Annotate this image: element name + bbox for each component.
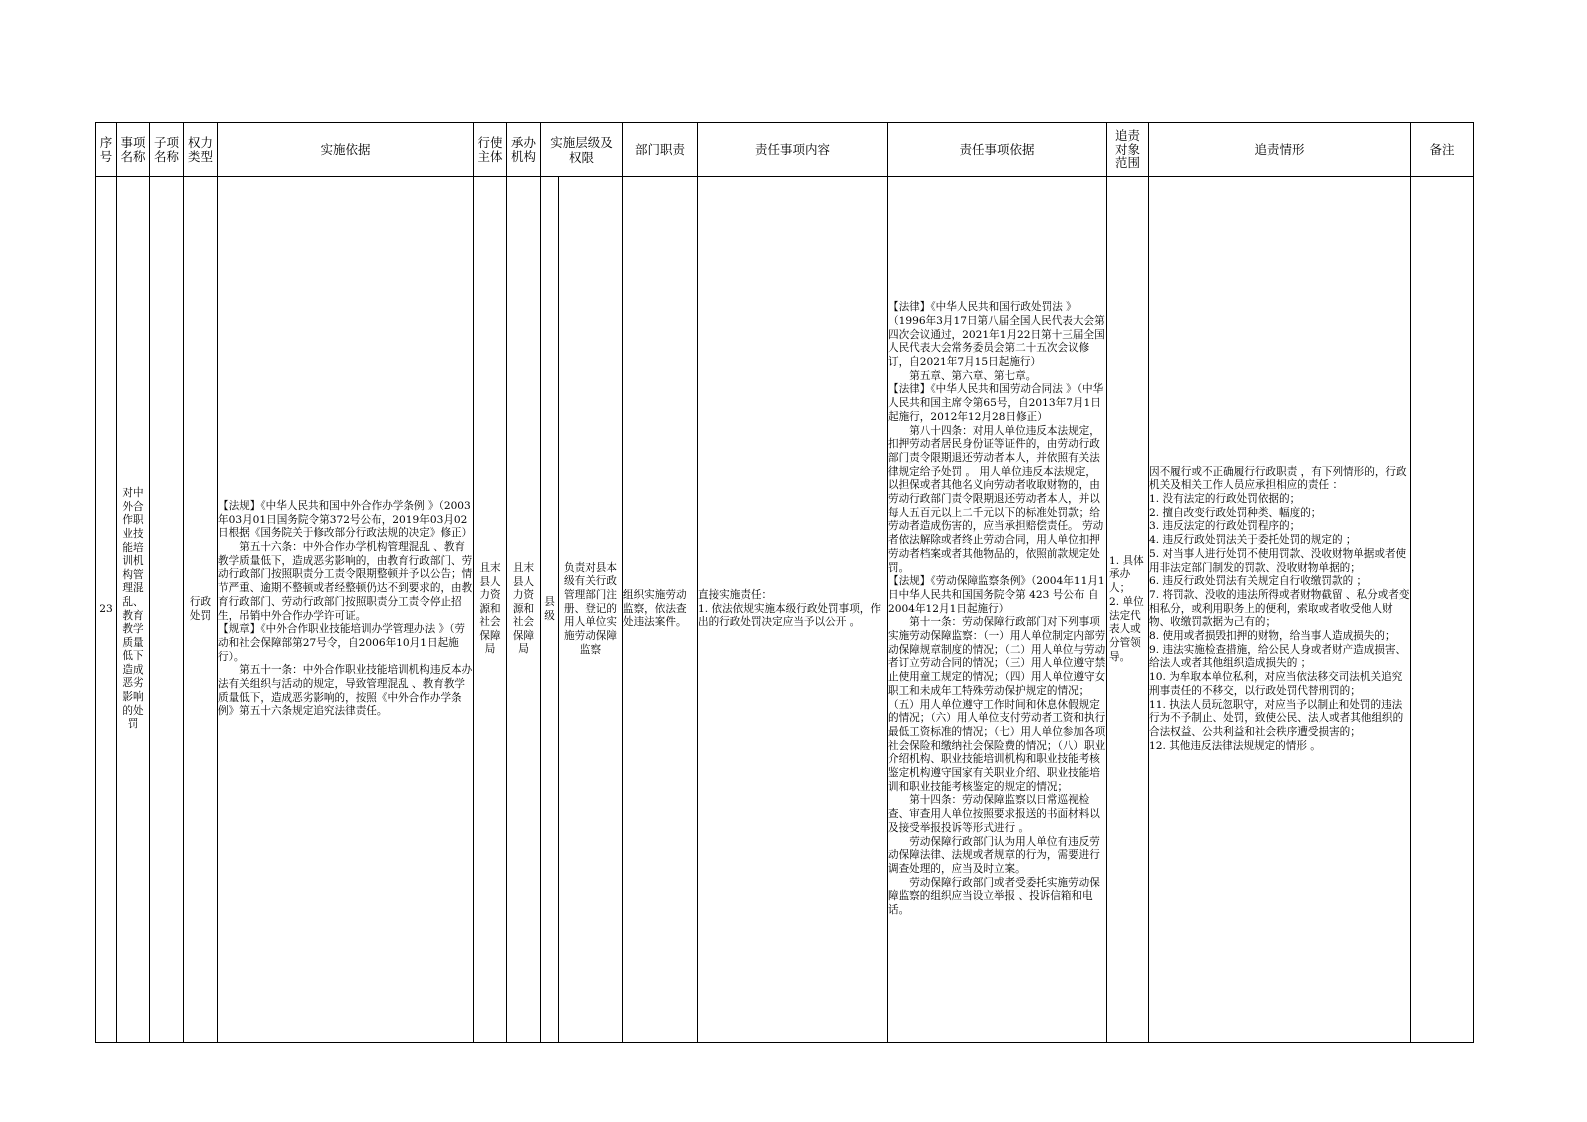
cell-basis [218,177,474,1043]
resp-content-line: 1. 依法依规实施本级行政处罚事项，作出的行政处罚决定应当予以公开 。 [698,602,881,629]
basis-paragraph: 第五十一条：中外合作职业技能培训机构违反本办法有关组织与活动的规定，导致管理混乱 、教育教学质量低下，造成恶劣影响的，按照《中外合作办学条例》第五十六条规定追究法律责任。 [218,664,473,718]
cell-scope [1107,177,1149,1043]
header-circumstance: 追责情形 [1149,123,1411,177]
header-resp-content: 责任事项内容 [698,123,888,177]
header-basis: 实施依据 [218,123,474,177]
cell-agency: 且末县人力资源和社会保障局 [507,177,541,1043]
cell-sub-item [150,177,184,1043]
resp-basis-paragraph: 第五章、第六章、第七章。 [909,369,1037,382]
circumstance-line: 11. 执法人员玩忽职守，对应当予以制止和处罚的违法行为不予制止、处罚，致使公民、法人或者其他组织的合法权益、公共利益和社会秩序遭受损害的； [1149,698,1404,738]
cell-seq: 23 [96,177,117,1043]
header-level: 实施层级及权限 [541,123,623,177]
circumstance-line: 2. 擅自改变行政处罚种类、幅度的； [1149,506,1322,519]
header-power-type: 权力类型 [184,123,218,177]
basis-paragraph: 【规章】《中外合作职业技能培训办学管理办法 》（劳动和社会保障部第27号令，自2006年10月1日起施行）。 [218,623,466,663]
cell-duty: 组织实施劳动监察，依法查处违法案件。 [623,177,698,1043]
resp-basis-paragraph: 【法律】《中华人民共和国行政处罚法 》（1996年3月17日第八届全国人民代表大会第四次会议通过，2021年1月22日第十三届全国人民代表大会常务委员会第二十五次会议修订，自2021年7月15日起施行） [888,301,1105,368]
circumstance-line: 9. 违法实施检查措施，给公民人身或者财产造成损害、给法人或者其他组织造成损失的 ； [1149,643,1407,670]
header-resp-basis: 责任事项依据 [888,123,1107,177]
cell-remark [1411,177,1474,1043]
cell-resp-basis [888,177,1107,1043]
cell-level-desc: 负责对县本级有关行政管理部门注册、登记的用人单位实施劳动保障监察 [559,177,623,1043]
cell-level-tag: 县级 [541,177,559,1043]
cell-subject: 且末县人力资源和社会保障局 [474,177,507,1043]
cell-circumstance [1149,177,1411,1043]
resp-basis-paragraph: 第十四条：劳动保障监察以日常巡视检查、审查用人单位按照要求报送的书面材料以及接受举报投诉等形式进行 。 [888,794,1100,834]
resp-content-line: 直接实施责任： [698,588,773,601]
scope-line: 1. 具体承办人； [1109,554,1144,595]
header-subject: 行使主体 [474,123,507,177]
circumstance-line: 4. 违反行政处罚法关于委托处罚的规定的 ； [1149,534,1357,547]
header-agency: 承办机构 [507,123,541,177]
circumstance-line: 5. 对当事人进行处罚不使用罚款、没收财物单据或者使用非法定部门制发的罚款、没收财物单据的； [1149,547,1407,574]
circumstance-line: 6. 违反行政处罚法有关规定自行收缴罚款的 ； [1149,575,1368,588]
circumstance-line: 12. 其他违反法律法规规定的情形 。 [1149,739,1321,752]
header-item-name: 事项名称 [117,123,150,177]
circumstance-line: 1. 没有法定的行政处罚依据的； [1149,493,1301,506]
resp-basis-paragraph: 劳动保障行政部门认为用人单位有违反劳动保障法律、法规或者规章的行为，需要进行调查处理的，应当及时立案。 [888,835,1100,875]
cell-item-name: 对中外合作职业技能培训机构管理混乱、教育教学质量低下造成恶劣影响的处罚 [117,177,150,1043]
basis-paragraph: 第五十六条：中外合作办学机构管理混乱 、教育教学质量低下，造成恶劣影响的，由教育行政部门、劳动行政部门按照职责分工责令限期整顿并予以公告；情节严重、逾期不整顿或者经整顿仍达不到要求的，由教育行政部门、劳动行政部门按照职责分工责令停止招生，吊销中外合作办学许可证。 [218,540,473,622]
scope-line: 2. 单位法定代表人或分管领导。 [1109,595,1144,663]
circumstance-line: 10. 为牟取本单位私利，对应当依法移交司法机关追究刑事责任的不移交，以行政处罚代替刑罚的； [1149,671,1403,697]
circumstance-line: 3. 违反法定的行政处罚程序的； [1149,520,1301,533]
table-row [96,177,1474,1043]
header-duty: 部门职责 [623,123,698,177]
basis-paragraph: 【法规】《中华人民共和国中外合作办学条例 》（2003年03月01日国务院令第372号公布，2019年03月02日根据《国务院关于修改部分行政法规的决定》修正） [218,499,473,540]
cell-power-type: 行政处罚 [184,177,218,1043]
header-row [96,123,1474,177]
duty-list-table [95,122,1474,1043]
header-remark: 备注 [1411,123,1474,177]
resp-basis-paragraph: 第八十四条：对用人单位违反本法规定，扣押劳动者居民身份证等证件的，由劳动行政部门责令限期退还劳动者本人，并依照有关法律规定给予处罚 。 用人单位违反本法规定，以担保或者其他名义向劳动者收取财物的，由劳动行政部门责令限期退还劳动者本人，并以每人五百元以上二千元以下的标准处罚款；给劳动者造成伤害的，应当承担赔偿责任。 劳动者依法解除或者终止劳动合同，用人单位扣押劳动者档案或者其他物品的，依照前款规定处罚。 [888,424,1104,574]
circumstance-line: 8. 使用或者损毁扣押的财物，给当事人造成损失的； [1149,630,1396,643]
resp-basis-paragraph: 【法规】《劳动保障监察条例》（2004年11月1日中华人民共和国国务院令第 423 号公布 自2004年12月1日起施行） [888,575,1105,615]
circumstance-line: 因不履行或不正确履行行政职责 ，有下列情形的，行政机关及相关工作人员应承担相应的责任 ： [1149,465,1407,492]
cell-resp-content [698,177,888,1043]
circumstance-line: 7. 将罚款、没收的违法所得或者财物截留 、私分或者变相私分，或利用职务上的便利，索取或者收受他人财物、收缴罚款据为己有的； [1149,588,1410,629]
resp-basis-paragraph: 【法律】《中华人民共和国劳动合同法 》（中华人民共和国主席令第65号，自2013年7月1日起施行，2012年12月28日修正） [888,383,1104,423]
header-seq: 序号 [96,123,117,177]
header-sub-item: 子项名称 [150,123,184,177]
resp-basis-paragraph: 劳动保障行政部门或者受委托实施劳动保障监察的组织应当设立举报 、投诉信箱和电话。 [888,876,1100,917]
header-scope: 追责对象范围 [1107,123,1149,177]
resp-basis-paragraph: 第十一条：劳动保障行政部门对下列事项实施劳动保障监察：（一）用人单位制定内部劳动保障规章制度的情况；（二）用人单位与劳动者订立劳动合同的情况；（三）用人单位遵守禁止使用童工规定的情况；（四）用人单位遵守女职工和未成年工特殊劳动保护规定的情况；（五）用人单位遵守工作时间和休息休假规定的情况；（六）用人单位支付劳动者工资和执行最低工资标准的情况；（七）用人单位参加各项社会保险和缴纳社会保险费的情况；（八）职业介绍机构、职业技能培训机构和职业技能考核鉴定机构遵守国家有关职业介绍、职业技能培训和职业技能考核鉴定的规定的情况； [888,616,1106,793]
